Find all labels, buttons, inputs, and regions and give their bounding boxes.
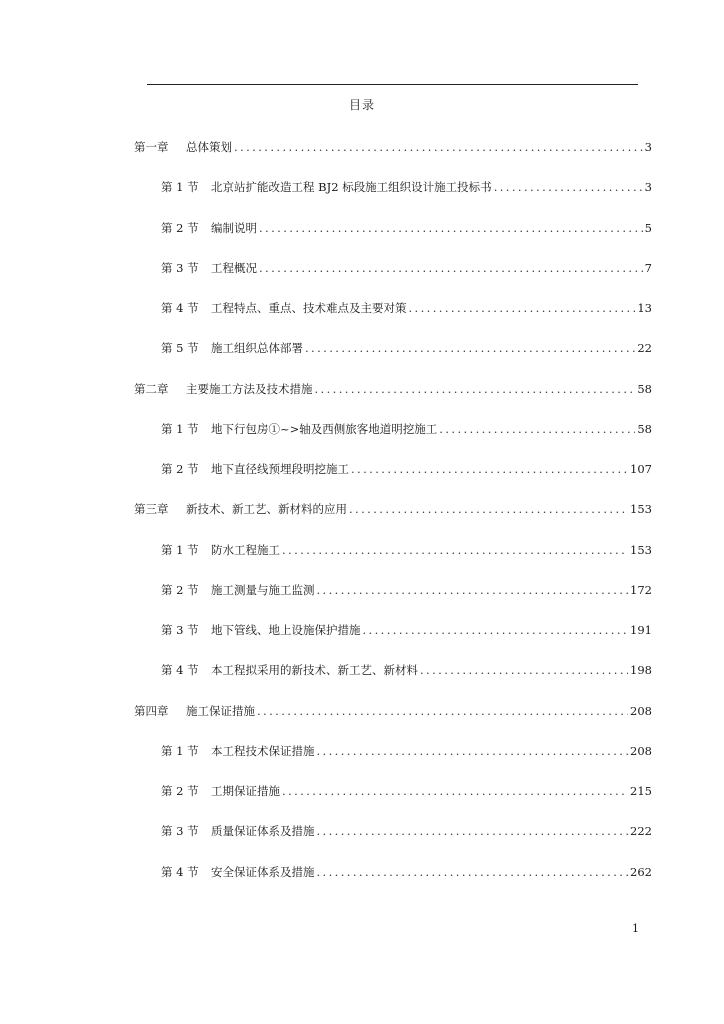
toc-entry-number: 第 5 节 xyxy=(161,341,199,355)
toc-entry-title: 总体策划 xyxy=(186,140,232,154)
dot-leader xyxy=(351,461,628,477)
toc-entry-title: 质量保证体系及措施 xyxy=(211,824,315,838)
dot-leader xyxy=(315,381,636,397)
toc-entry-page: 58 xyxy=(637,422,652,436)
toc-entry-number: 第 1 节 xyxy=(161,744,199,758)
toc-entry[interactable] xyxy=(161,220,652,236)
toc-entry-number: 第 3 节 xyxy=(161,261,199,275)
toc-entry-title: 本工程技术保证措施 xyxy=(211,744,315,758)
toc-entry[interactable] xyxy=(161,421,652,437)
dot-leader xyxy=(305,340,635,356)
toc-entry-number: 第 4 节 xyxy=(161,865,199,879)
header-rule xyxy=(147,84,638,85)
toc-entry-title: 施工保证措施 xyxy=(186,704,255,718)
toc-entry-number: 第 2 节 xyxy=(161,462,199,476)
dot-leader xyxy=(257,703,628,719)
dot-leader xyxy=(234,139,643,155)
dot-leader xyxy=(317,582,629,598)
toc-entry-title: 安全保证体系及措施 xyxy=(211,865,315,879)
toc-entry-page: 262 xyxy=(630,865,652,879)
toc-entry-title: 地下直径线预埋段明挖施工 xyxy=(211,462,349,476)
toc-entry-page: 58 xyxy=(637,382,652,396)
toc-entry[interactable] xyxy=(161,622,652,638)
toc-entry-number: 第 1 节 xyxy=(161,422,199,436)
toc-entry-number: 第 1 节 xyxy=(161,180,199,194)
toc-entry-number: 第 4 节 xyxy=(161,663,199,677)
toc-entry[interactable] xyxy=(134,139,652,155)
toc-entry[interactable] xyxy=(161,340,652,356)
toc-entry-number: 第 2 节 xyxy=(161,784,199,798)
dot-leader xyxy=(363,622,629,638)
toc-entry-title: 防水工程施工 xyxy=(211,543,280,557)
toc-entry-page: 3 xyxy=(644,140,652,154)
toc-entry-title: 工程概况 xyxy=(211,261,257,275)
toc-entry-title: 编制说明 xyxy=(211,221,257,235)
toc-entry[interactable] xyxy=(161,260,652,276)
toc-entry[interactable] xyxy=(134,381,652,397)
toc-entry[interactable] xyxy=(161,179,652,195)
toc-entry[interactable] xyxy=(161,582,652,598)
toc-entry[interactable] xyxy=(134,703,652,719)
dot-leader xyxy=(317,743,629,759)
toc-entry[interactable] xyxy=(161,300,652,316)
toc-entry-title: 施工测量与施工监测 xyxy=(211,583,315,597)
toc-entry-title: 施工组织总体部署 xyxy=(211,341,303,355)
toc-entry-title: 本工程拟采用的新技术、新工艺、新材料 xyxy=(211,663,418,677)
toc-entry-number: 第一章 xyxy=(134,140,169,154)
toc-entry-title: 主要施工方法及技术措施 xyxy=(186,382,313,396)
toc-entry-page: 222 xyxy=(630,824,652,838)
toc-entry-page: 153 xyxy=(630,502,652,516)
dot-leader xyxy=(259,260,643,276)
toc-entry[interactable] xyxy=(161,864,652,880)
dot-leader xyxy=(317,823,629,839)
toc-entry-number: 第 4 节 xyxy=(161,301,199,315)
toc-entry-number: 第 2 节 xyxy=(161,221,199,235)
toc-entry-page: 13 xyxy=(637,301,652,315)
toc-entry-title: 北京站扩能改造工程 BJ2 标段施工组织设计施工投标书 xyxy=(211,180,492,194)
toc-entry-title: 地下行包房①~>轴及西侧旅客地道明挖施工 xyxy=(211,422,438,436)
dot-leader xyxy=(259,220,643,236)
dot-leader xyxy=(409,300,636,316)
toc-entry-page: 22 xyxy=(637,341,652,355)
toc-entry-number: 第 3 节 xyxy=(161,824,199,838)
toc-entry-number: 第 3 节 xyxy=(161,623,199,637)
toc-entry-page: 172 xyxy=(630,583,652,597)
dot-leader xyxy=(282,542,628,558)
toc-entry-title: 工程特点、重点、技术难点及主要对策 xyxy=(211,301,407,315)
dot-leader xyxy=(282,783,628,799)
toc-entry[interactable] xyxy=(161,743,652,759)
toc-entry-page: 3 xyxy=(644,180,652,194)
toc-entry[interactable] xyxy=(161,823,652,839)
toc-entry[interactable] xyxy=(161,542,652,558)
toc-entry-page: 5 xyxy=(644,221,652,235)
toc-entry-number: 第 2 节 xyxy=(161,583,199,597)
toc-entry-number: 第三章 xyxy=(134,502,169,516)
dot-leader xyxy=(494,179,643,195)
toc-entry-page: 198 xyxy=(630,663,652,677)
toc-entry-number: 第 1 节 xyxy=(161,543,199,557)
toc-entry-page: 7 xyxy=(644,261,652,275)
toc-entry[interactable] xyxy=(161,662,652,678)
toc-entry-title: 地下管线、地上设施保护措施 xyxy=(211,623,361,637)
toc-entry-page: 191 xyxy=(630,623,652,637)
toc-entry-page: 215 xyxy=(630,784,652,798)
toc-entry-number: 第四章 xyxy=(134,704,169,718)
page-number: 1 xyxy=(632,922,639,935)
toc-entry[interactable] xyxy=(161,461,652,477)
toc-entry[interactable] xyxy=(161,783,652,799)
toc-title: 目录 xyxy=(348,98,375,112)
dot-leader xyxy=(420,662,628,678)
toc-entry-page: 107 xyxy=(630,462,652,476)
toc-entry-title: 工期保证措施 xyxy=(211,784,280,798)
toc-entry-page: 208 xyxy=(630,744,652,758)
dot-leader xyxy=(439,421,635,437)
toc-entry-number: 第二章 xyxy=(134,382,169,396)
toc-entry-page: 153 xyxy=(630,543,652,557)
dot-leader xyxy=(349,501,628,517)
toc-entry-title: 新技术、新工艺、新材料的应用 xyxy=(186,502,347,516)
toc-entry[interactable] xyxy=(134,501,652,517)
dot-leader xyxy=(317,864,629,880)
toc-entry-page: 208 xyxy=(630,704,652,718)
